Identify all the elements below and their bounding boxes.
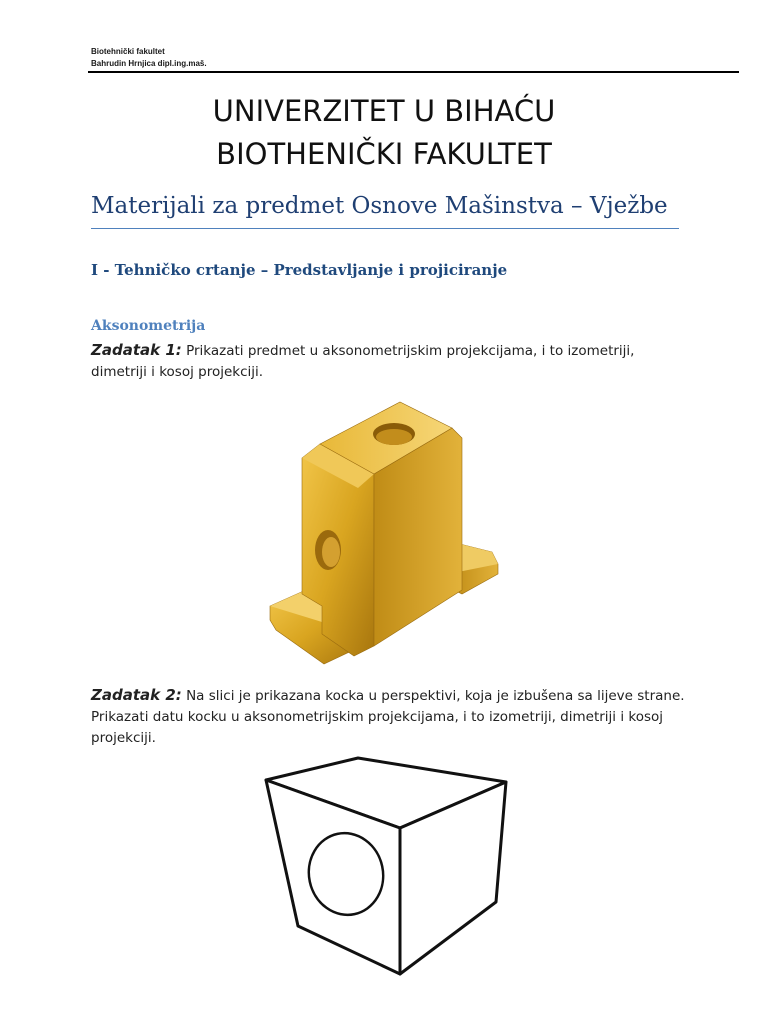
document-title: Materijali za predmet Osnove Mašinstva – Vježbe bbox=[91, 193, 668, 219]
gold-part-illustration bbox=[262, 394, 506, 668]
task-1-text: Prikazati predmet u aksonometrijskim projekcijama, i to izometriji, dimetriji i kosoj projekciji. bbox=[91, 343, 635, 380]
subsection-heading: Aksonometrija bbox=[91, 318, 206, 334]
header-faculty: Biotehnički fakultet bbox=[91, 47, 165, 56]
faculty-name: BIOTHENIČKI FAKULTET bbox=[216, 137, 552, 171]
university-name: UNIVERZITET U BIHAĆU bbox=[212, 94, 556, 128]
task-1-label: Zadatak 1: bbox=[91, 341, 182, 359]
section-heading: I - Tehničko crtanje – Predstavljanje i projiciranje bbox=[91, 261, 508, 279]
cube-perspective-illustration bbox=[258, 756, 520, 978]
header-author: Bahrudin Hrnjica dipl.ing.maš. bbox=[91, 59, 207, 68]
task-2-text: Na slici je prikazana kocka u perspektivi, koja je izbušena sa lijeve strane. Prikazati datu kocku u aksonometrijskim projekcijama, i to izometriji, dimetriji i kosoj projekciji. bbox=[91, 688, 685, 746]
task-1-paragraph bbox=[91, 340, 691, 383]
task-2-paragraph bbox=[91, 685, 691, 749]
header-divider bbox=[88, 71, 739, 73]
title-divider bbox=[91, 228, 679, 229]
task-2-label: Zadatak 2: bbox=[91, 686, 182, 704]
